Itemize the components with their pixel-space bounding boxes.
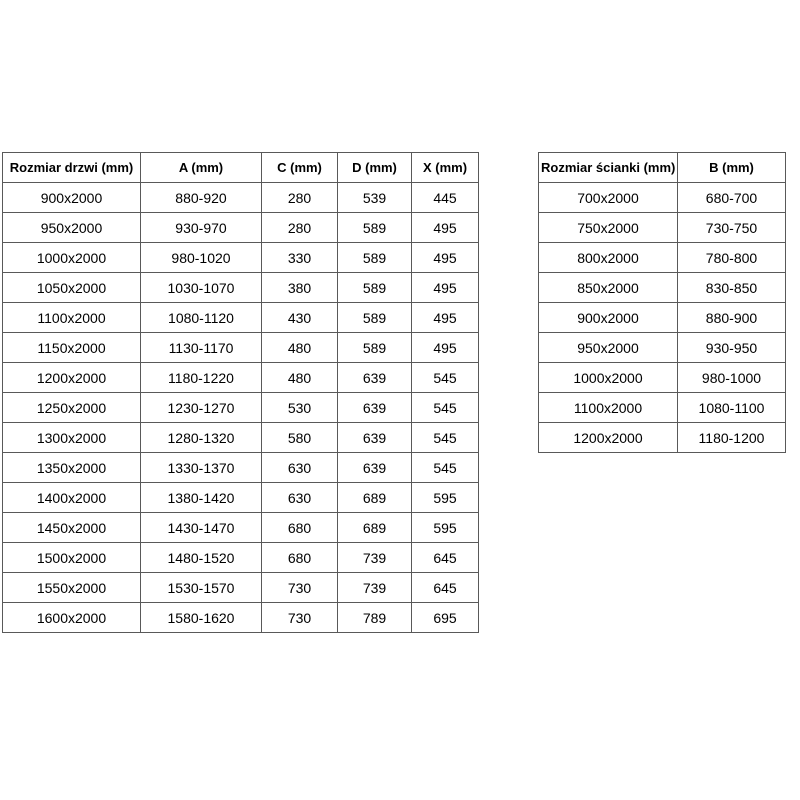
table-cell: 645 — [412, 543, 479, 573]
table-cell: 1230-1270 — [141, 393, 262, 423]
table-cell: 900x2000 — [539, 303, 678, 333]
table-cell: 1150x2000 — [3, 333, 141, 363]
header-cell: Rozmiar drzwi (mm) — [3, 153, 141, 183]
table-cell: 1050x2000 — [3, 273, 141, 303]
table-cell: 530 — [262, 393, 338, 423]
table-cell: 1200x2000 — [539, 423, 678, 453]
table-cell: 589 — [338, 243, 412, 273]
table-cell: 880-920 — [141, 183, 262, 213]
table-row — [539, 213, 786, 243]
table-cell: 1380-1420 — [141, 483, 262, 513]
table-row — [3, 393, 479, 423]
table-cell: 630 — [262, 483, 338, 513]
table-cell: 580 — [262, 423, 338, 453]
table-cell: 750x2000 — [539, 213, 678, 243]
header-cell: C (mm) — [262, 153, 338, 183]
table-cell: 1300x2000 — [3, 423, 141, 453]
table-cell: 380 — [262, 273, 338, 303]
table-cell: 730 — [262, 573, 338, 603]
table-row — [3, 183, 479, 213]
table-cell: 1480-1520 — [141, 543, 262, 573]
table-cell: 589 — [338, 213, 412, 243]
table-cell: 545 — [412, 453, 479, 483]
table-row — [539, 273, 786, 303]
table-cell: 539 — [338, 183, 412, 213]
table-cell: 680 — [262, 543, 338, 573]
table-row — [539, 303, 786, 333]
table-cell: 1430-1470 — [141, 513, 262, 543]
table-cell: 1450x2000 — [3, 513, 141, 543]
header-row — [539, 153, 786, 183]
table-cell: 495 — [412, 243, 479, 273]
table-cell: 700x2000 — [539, 183, 678, 213]
table-cell: 789 — [338, 603, 412, 633]
table-cell: 950x2000 — [539, 333, 678, 363]
table-cell: 630 — [262, 453, 338, 483]
table-cell: 1250x2000 — [3, 393, 141, 423]
table-cell: 480 — [262, 363, 338, 393]
table-cell: 739 — [338, 573, 412, 603]
table-cell: 595 — [412, 513, 479, 543]
table-cell: 1180-1220 — [141, 363, 262, 393]
table-cell: 1400x2000 — [3, 483, 141, 513]
table-row — [539, 333, 786, 363]
table-cell: 1530-1570 — [141, 573, 262, 603]
table-cell: 595 — [412, 483, 479, 513]
table-cell: 730-750 — [678, 213, 786, 243]
table-cell: 980-1020 — [141, 243, 262, 273]
table-cell: 1200x2000 — [3, 363, 141, 393]
table-cell: 430 — [262, 303, 338, 333]
header-cell: A (mm) — [141, 153, 262, 183]
table-cell: 1580-1620 — [141, 603, 262, 633]
table-row — [3, 243, 479, 273]
table-cell: 1180-1200 — [678, 423, 786, 453]
table-cell: 780-800 — [678, 243, 786, 273]
table-cell: 280 — [262, 213, 338, 243]
table-cell: 589 — [338, 333, 412, 363]
table-cell: 980-1000 — [678, 363, 786, 393]
table-cell: 645 — [412, 573, 479, 603]
table-cell: 739 — [338, 543, 412, 573]
table-cell: 680-700 — [678, 183, 786, 213]
table-cell: 930-970 — [141, 213, 262, 243]
table-cell: 1100x2000 — [539, 393, 678, 423]
door-table-header — [3, 153, 479, 183]
table-row — [3, 273, 479, 303]
table-cell: 495 — [412, 213, 479, 243]
table-row — [3, 363, 479, 393]
table-cell: 639 — [338, 363, 412, 393]
table-cell: 495 — [412, 303, 479, 333]
table-row — [3, 513, 479, 543]
wall-table-header — [539, 153, 786, 183]
wall-table-body — [539, 183, 786, 453]
header-row — [3, 153, 479, 183]
table-row — [3, 543, 479, 573]
table-cell: 495 — [412, 333, 479, 363]
door-size-table — [2, 152, 479, 633]
table-cell: 495 — [412, 273, 479, 303]
table-row — [539, 393, 786, 423]
table-row — [3, 213, 479, 243]
table-cell: 695 — [412, 603, 479, 633]
table-cell: 830-850 — [678, 273, 786, 303]
table-cell: 1130-1170 — [141, 333, 262, 363]
table-cell: 1600x2000 — [3, 603, 141, 633]
header-cell: Rozmiar ścianki (mm) — [539, 153, 678, 183]
door-table-body — [3, 183, 479, 633]
table-row — [539, 243, 786, 273]
table-cell: 480 — [262, 333, 338, 363]
table-row — [539, 363, 786, 393]
header-cell: B (mm) — [678, 153, 786, 183]
table-row — [3, 483, 479, 513]
table-cell: 280 — [262, 183, 338, 213]
table-cell: 1550x2000 — [3, 573, 141, 603]
table-cell: 1080-1100 — [678, 393, 786, 423]
table-cell: 545 — [412, 363, 479, 393]
table-cell: 1350x2000 — [3, 453, 141, 483]
table-cell: 730 — [262, 603, 338, 633]
header-cell: D (mm) — [338, 153, 412, 183]
table-cell: 1500x2000 — [3, 543, 141, 573]
table-cell: 639 — [338, 423, 412, 453]
table-row — [3, 603, 479, 633]
table-cell: 1280-1320 — [141, 423, 262, 453]
table-cell: 1000x2000 — [539, 363, 678, 393]
table-cell: 1100x2000 — [3, 303, 141, 333]
table-cell: 330 — [262, 243, 338, 273]
table-cell: 639 — [338, 393, 412, 423]
table-row — [539, 183, 786, 213]
table-cell: 545 — [412, 423, 479, 453]
table-cell: 1030-1070 — [141, 273, 262, 303]
table-cell: 850x2000 — [539, 273, 678, 303]
table-cell: 689 — [338, 483, 412, 513]
table-row — [3, 453, 479, 483]
table-row — [3, 333, 479, 363]
table-cell: 900x2000 — [3, 183, 141, 213]
table-cell: 1080-1120 — [141, 303, 262, 333]
table-cell: 445 — [412, 183, 479, 213]
header-cell: X (mm) — [412, 153, 479, 183]
table-cell: 545 — [412, 393, 479, 423]
table-row — [3, 573, 479, 603]
table-cell: 880-900 — [678, 303, 786, 333]
table-cell: 1000x2000 — [3, 243, 141, 273]
table-row — [3, 303, 479, 333]
table-cell: 1330-1370 — [141, 453, 262, 483]
table-cell: 680 — [262, 513, 338, 543]
table-cell: 639 — [338, 453, 412, 483]
wall-size-table — [538, 152, 786, 453]
table-cell: 950x2000 — [3, 213, 141, 243]
table-cell: 689 — [338, 513, 412, 543]
table-cell: 800x2000 — [539, 243, 678, 273]
table-cell: 589 — [338, 303, 412, 333]
table-cell: 589 — [338, 273, 412, 303]
table-cell: 930-950 — [678, 333, 786, 363]
table-row — [539, 423, 786, 453]
table-row — [3, 423, 479, 453]
